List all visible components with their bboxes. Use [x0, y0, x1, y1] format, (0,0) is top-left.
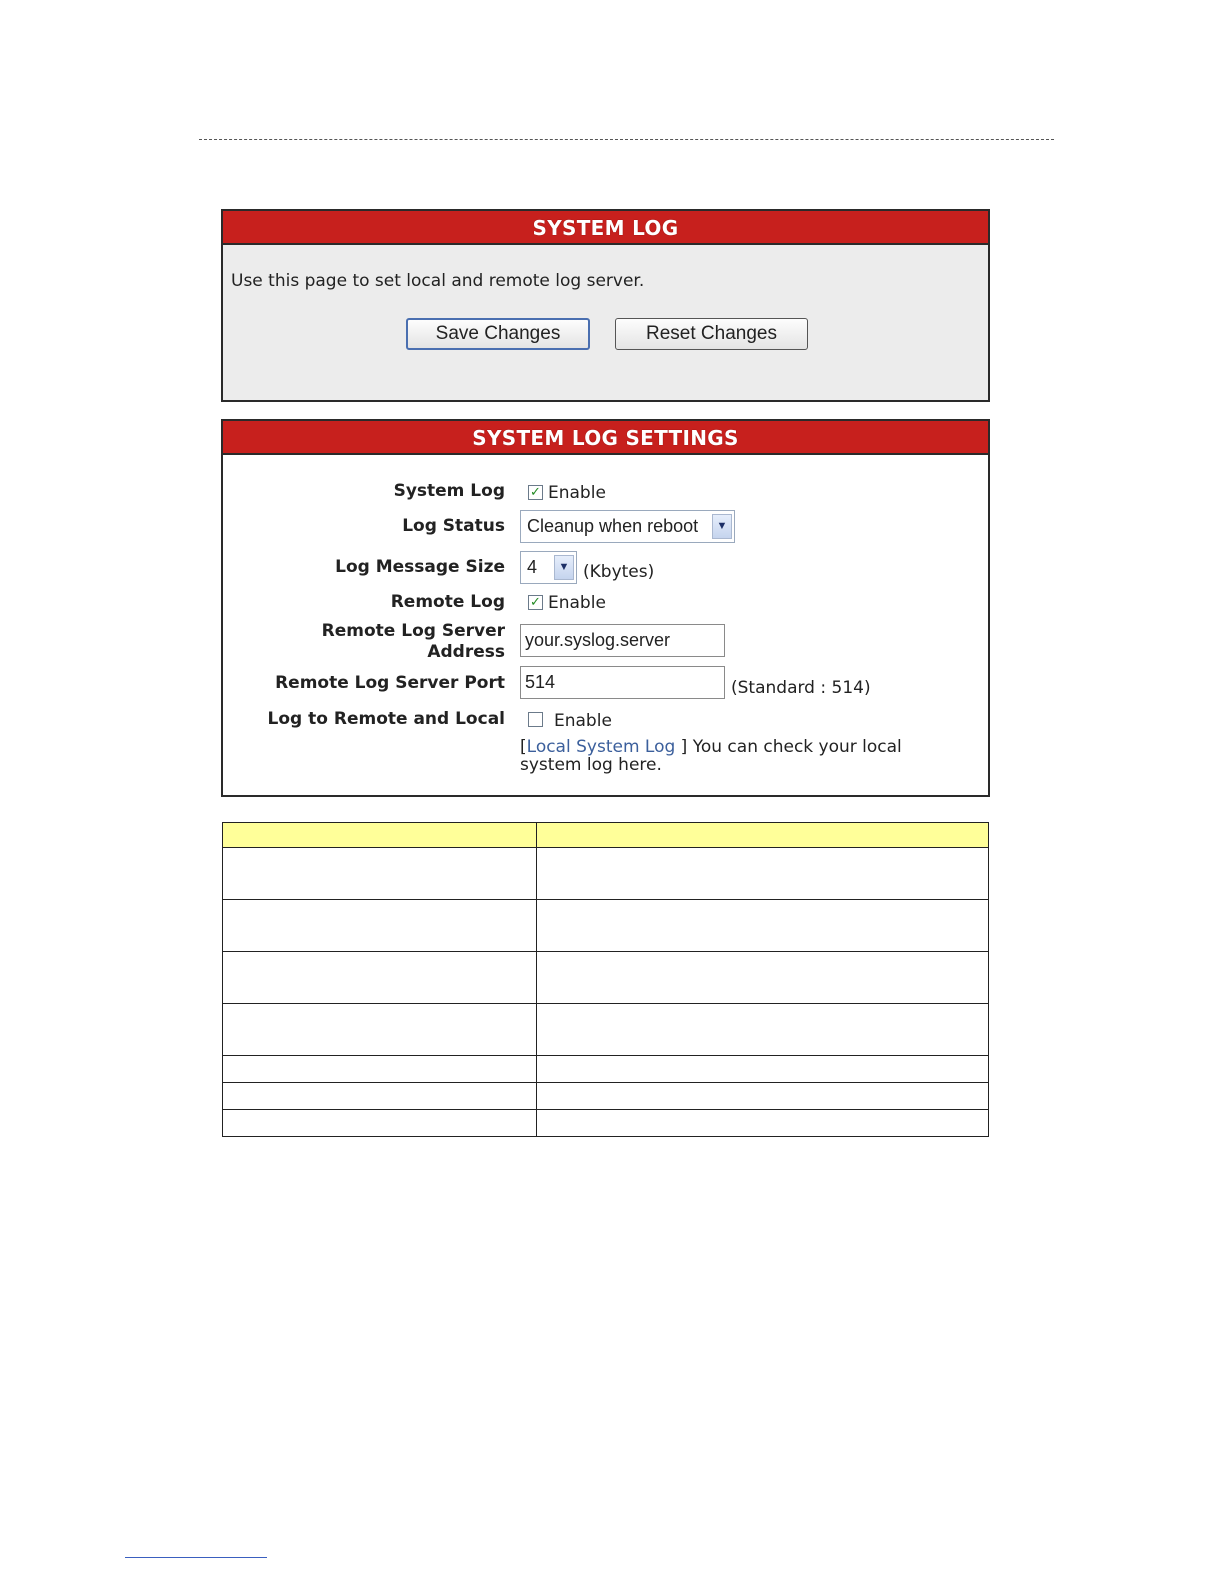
table-cell — [537, 848, 989, 900]
system-log-checkbox[interactable]: ✓ — [528, 485, 543, 500]
parameter-table — [222, 822, 989, 1137]
bracket-open: [ — [520, 737, 527, 757]
system-log-title: SYSTEM LOG — [223, 211, 988, 245]
log-remote-local-label: Log to Remote and Local — [267, 709, 505, 729]
log-remote-local-checkbox[interactable] — [528, 712, 543, 727]
save-changes-button[interactable]: Save Changes — [406, 318, 590, 350]
table-row — [223, 900, 989, 952]
table-cell — [537, 952, 989, 1004]
table-cell — [223, 1056, 537, 1083]
table-cell — [223, 1083, 537, 1110]
table-header-row — [223, 823, 989, 848]
remote-server-address-label-line1: Remote Log Server — [321, 621, 505, 641]
table-row — [223, 1056, 989, 1083]
table-row — [223, 848, 989, 900]
table-header-cell — [537, 823, 989, 848]
remote-log-enable-label: Enable — [548, 593, 606, 613]
system-log-panel — [221, 209, 990, 402]
table-cell — [537, 1110, 989, 1137]
system-log-settings-title: SYSTEM LOG SETTINGS — [223, 421, 988, 455]
table-row — [223, 1110, 989, 1137]
remote-log-label: Remote Log — [390, 592, 505, 612]
local-log-hint-line1 — [520, 737, 902, 757]
log-message-size-select[interactable] — [520, 551, 577, 584]
log-status-select[interactable] — [520, 510, 735, 543]
log-status-value: Cleanup when reboot — [527, 516, 699, 536]
system-log-enable-label: Enable — [548, 483, 606, 503]
table-cell — [223, 1110, 537, 1137]
remote-log-checkbox[interactable]: ✓ — [528, 595, 543, 610]
table-cell — [223, 952, 537, 1004]
port-standard-hint: (Standard : 514) — [731, 678, 871, 698]
table-row — [223, 1004, 989, 1056]
system-log-settings-panel — [221, 419, 990, 797]
log-remote-local-enable-label: Enable — [554, 711, 612, 731]
top-dashed-rule — [199, 139, 1054, 140]
system-log-label: System Log — [393, 481, 505, 501]
local-log-hint-line2: system log here. — [520, 755, 662, 775]
remote-server-address-label-line2: Address — [427, 642, 505, 662]
table-cell — [537, 1004, 989, 1056]
table-cell — [537, 1056, 989, 1083]
local-log-hint-text: ] You can check your local — [675, 737, 902, 757]
remote-server-port-input[interactable]: 514 — [520, 666, 725, 699]
chevron-down-icon[interactable]: ▼ — [554, 555, 574, 580]
table-cell — [223, 848, 537, 900]
table-cell — [223, 900, 537, 952]
log-message-size-label: Log Message Size — [335, 557, 505, 577]
footnote-rule — [125, 1557, 267, 1558]
page-description: Use this page to set local and remote log server. — [231, 271, 645, 291]
table-cell — [537, 1083, 989, 1110]
table-header-cell — [223, 823, 537, 848]
chevron-down-icon[interactable]: ▼ — [712, 514, 732, 539]
kbytes-unit: (Kbytes) — [583, 562, 655, 582]
remote-server-address-input[interactable]: your.syslog.server — [520, 624, 725, 657]
table-row — [223, 1083, 989, 1110]
table-row — [223, 952, 989, 1004]
log-status-label: Log Status — [402, 516, 505, 536]
table-cell — [537, 900, 989, 952]
remote-server-port-label: Remote Log Server Port — [275, 673, 505, 693]
table-cell — [223, 1004, 537, 1056]
reset-changes-button[interactable]: Reset Changes — [615, 318, 808, 350]
log-message-size-value: 4 — [527, 557, 538, 577]
local-system-log-link[interactable]: Local System Log — [526, 737, 676, 757]
